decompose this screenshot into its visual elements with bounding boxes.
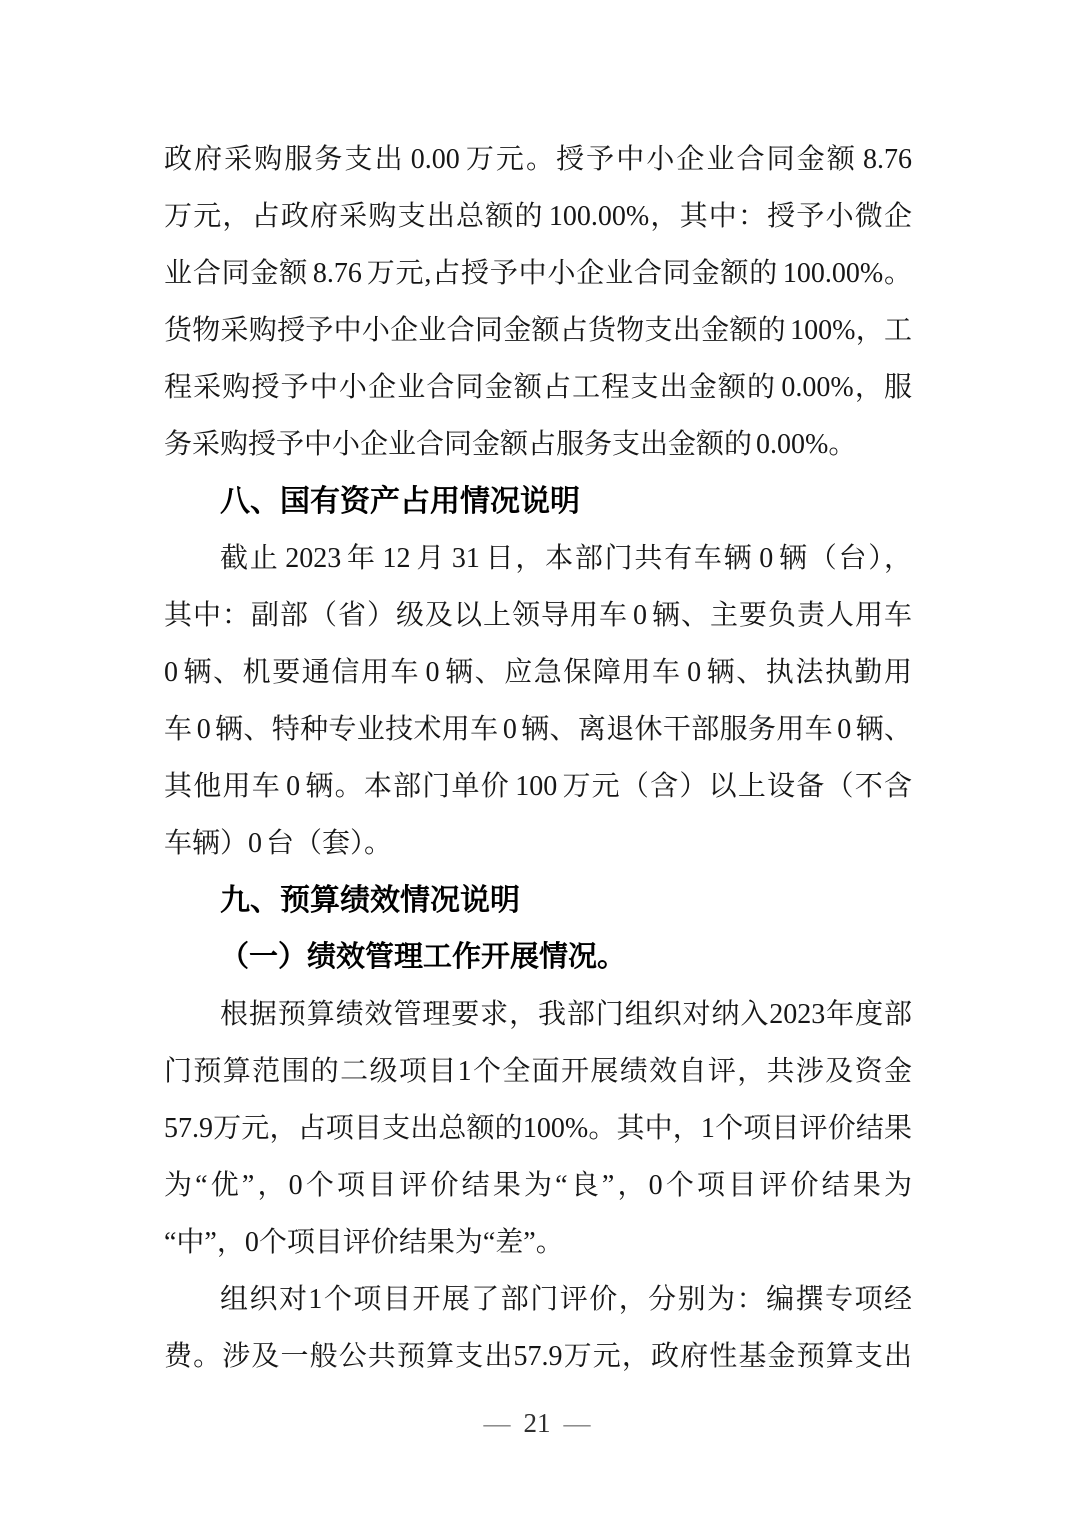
footer-dash-right: — <box>563 1408 591 1438</box>
text-line: 为“优”，0个项目评价结果为“良”，0个项目评价结果为 <box>164 1170 912 1201</box>
text-line: 货物采购授予中小企业合同金额占货物支出金额的 100%，工 <box>164 315 912 346</box>
text-line: “中”，0个项目评价结果为“差”。 <box>164 1227 564 1258</box>
heading-section-9: 九、预算绩效情况说明 <box>220 884 520 917</box>
text-line: 费。涉及一般公共预算支出57.9万元，政府性基金预算支出 <box>164 1341 912 1372</box>
text-line: 业合同金额 8.76 万元,占授予中小企业合同金额的 100.00%。 <box>164 258 912 289</box>
page-number: 21 <box>523 1408 551 1438</box>
text-line: 根据预算绩效管理要求，我部门组织对纳入2023年度部 <box>220 999 912 1030</box>
text-line: 其他用车 0 辆。本部门单价 100 万元（含）以上设备（不含 <box>164 771 912 802</box>
text-line: 车 0 辆、特种专业技术用车 0 辆、离退休干部服务用车 0 辆、 <box>164 714 912 745</box>
page-footer <box>0 1408 1074 1438</box>
text-line: 门预算范围的二级项目1个全面开展绩效自评，共涉及资金 <box>164 1056 912 1087</box>
text-line: 组织对1个项目开展了部门评价，分别为：编撰专项经 <box>220 1284 912 1315</box>
text-line: 万元，占政府采购支出总额的 100.00%，其中：授予小微企 <box>164 201 912 232</box>
text-line: 车辆）0 台（套）。 <box>164 828 393 859</box>
text-line: 程采购授予中小企业合同金额占工程支出金额的 0.00%，服 <box>164 372 912 403</box>
heading-subsection-9-1: （一）绩效管理工作开展情况。 <box>220 941 627 973</box>
footer-dash-left: — <box>483 1408 511 1438</box>
heading-section-8: 八、国有资产占用情况说明 <box>220 485 580 518</box>
text-line: 截止 2023 年 12 月 31 日，本部门共有车辆 0 辆（台）， <box>220 543 912 574</box>
text-line: 务采购授予中小企业合同金额占服务支出金额的 0.00%。 <box>164 429 857 460</box>
text-line: 57.9万元，占项目支出总额的100%。其中，1个项目评价结果 <box>164 1113 912 1144</box>
document-body <box>164 131 912 1385</box>
text-line: 0 辆、机要通信用车 0 辆、应急保障用车 0 辆、执法执勤用 <box>164 657 912 688</box>
text-line: 政府采购服务支出 0.00 万元。授予中小企业合同金额 8.76 <box>164 144 912 175</box>
text-line: 其中：副部（省）级及以上领导用车 0 辆、主要负责人用车 <box>164 600 912 631</box>
